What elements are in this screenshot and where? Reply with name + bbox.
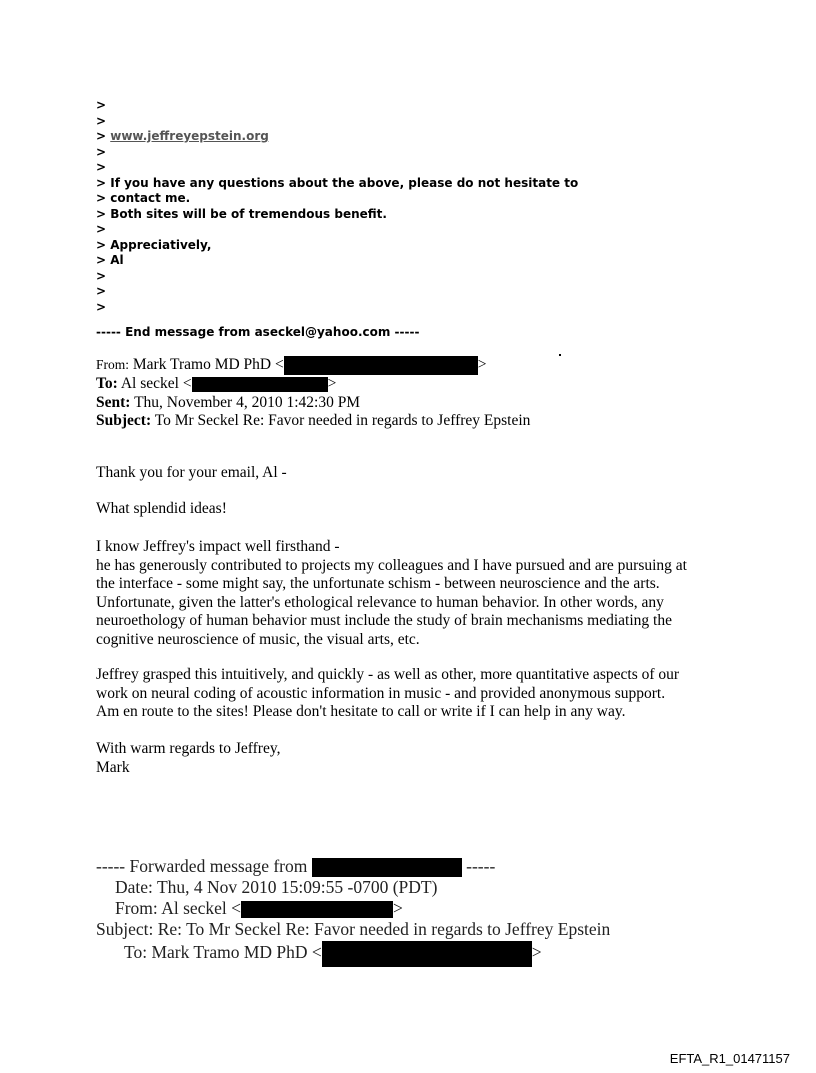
quote-marker: > <box>96 222 107 236</box>
paragraph-line: neuroethology of human behavior must include the study of brain mechanisms mediating the <box>96 612 672 629</box>
quote-signature-text: Al <box>110 253 124 267</box>
forwarded-to-text: To: Mark Tramo MD PhD < <box>124 942 322 963</box>
quoted-block <box>96 98 578 315</box>
paragraph-line: the interface - some might say, the unfortunate schism - between neuroscience and the arts. <box>96 575 660 592</box>
signature: Mark <box>96 758 130 776</box>
exclamation: What splendid ideas! <box>96 500 227 517</box>
forwarded-intro <box>96 856 495 877</box>
header-to <box>96 375 530 394</box>
quote-marker: > <box>96 113 107 128</box>
quote-questions-line <box>96 176 578 192</box>
quote-contact-text: contact me. <box>110 191 191 205</box>
quote-marker: > <box>96 191 107 205</box>
forwarded-from <box>115 898 403 919</box>
quote-marker: > <box>96 206 107 221</box>
forwarded-from-close: > <box>393 898 403 918</box>
quote-marker: > <box>96 268 107 283</box>
sent-value: Thu, November 4, 2010 1:42:30 PM <box>134 393 361 411</box>
stray-dot <box>559 354 561 356</box>
from-value: Mark Tramo MD PhD < <box>132 356 284 374</box>
forwarded-subject: Subject: Re: To Mr Seckel Re: Favor needed in regards to Jeffrey Epstein <box>96 919 611 939</box>
quote-marker: > <box>96 299 107 314</box>
forwarded-intro-text: ----- Forwarded message from <box>96 856 308 876</box>
paragraph-line: Unfortunate, given the latter's ethological relevance to human behavior. In other words, any <box>96 593 664 611</box>
paragraph-line: cognitive neuroscience of music, the visual arts, etc. <box>96 630 420 648</box>
end-message-line: ----- End message from aseckel@yahoo.com ----- <box>96 325 420 339</box>
paragraph-line: Am en route to the sites! Please don't hesitate to call or write if I can help in any way. <box>96 703 626 720</box>
website-link[interactable]: www.jeffreyepstein.org <box>110 129 269 143</box>
paragraph-line: Jeffrey grasped this intuitively, and quickly - as well as other, more quantitative aspects of our <box>96 666 680 683</box>
quote-marker: > <box>96 253 107 267</box>
paragraph-1 <box>96 538 687 649</box>
to-close: > <box>327 375 337 392</box>
quote-marker: > <box>96 129 107 143</box>
header-from <box>96 356 530 375</box>
closing-block <box>96 740 280 777</box>
forwarded-from-text: From: Al seckel < <box>115 898 242 918</box>
document-id: EFTA_R1_01471157 <box>669 1051 790 1066</box>
paragraph-line: he has generously contributed to projects my colleagues and I have pursued and are pursuing at <box>96 556 687 574</box>
quote-marker: > <box>96 237 107 252</box>
forwarded-intro-end: ----- <box>466 856 496 876</box>
quote-marker: > <box>96 98 107 112</box>
from-close: > <box>477 356 487 374</box>
redaction-bar <box>284 356 478 375</box>
quote-benefit-line <box>96 207 578 223</box>
to-value: Al seckel < <box>120 375 192 392</box>
quote-marker: > <box>96 175 107 190</box>
subject-value: To Mr Seckel Re: Favor needed in regards to Jeffrey Epstein <box>154 412 531 429</box>
redaction-bar <box>322 941 532 967</box>
redaction-bar <box>241 901 393 918</box>
quote-marker: > <box>96 144 107 159</box>
quote-benefit-text: Both sites will be of tremendous benefit. <box>110 206 387 221</box>
forwarded-to-close: > <box>531 942 542 963</box>
header-subject <box>96 412 530 431</box>
email-header <box>96 356 530 431</box>
quote-marker: > <box>96 160 107 174</box>
quote-marker: > <box>96 284 107 298</box>
from-label: From: <box>96 357 130 373</box>
quote-closing-text: Appreciatively, <box>110 237 212 252</box>
paragraph-2 <box>96 666 679 722</box>
quote-signature-line <box>96 253 578 269</box>
closing: With warm regards to Jeffrey, <box>96 740 281 757</box>
sent-label: Sent: <box>96 393 131 411</box>
header-sent <box>96 394 530 413</box>
redaction-bar <box>312 858 462 877</box>
redaction-bar <box>192 377 328 392</box>
forwarded-to <box>124 941 542 967</box>
quote-closing-line <box>96 238 578 254</box>
subject-label: Subject: <box>96 412 152 429</box>
quote-url-line <box>96 129 578 145</box>
paragraph-line: work on neural coding of acoustic information in music - and provided anonymous support. <box>96 684 666 702</box>
greeting: Thank you for your email, Al - <box>96 464 287 481</box>
quote-contact-line <box>96 191 578 207</box>
forwarded-date: Date: Thu, 4 Nov 2010 15:09:55 -0700 (PDT) <box>115 877 438 897</box>
paragraph-line: I know Jeffrey's impact well firsthand - <box>96 538 340 555</box>
quote-questions-text: If you have any questions about the above, please do not hesitate to <box>110 175 579 190</box>
to-label: To: <box>96 375 118 392</box>
